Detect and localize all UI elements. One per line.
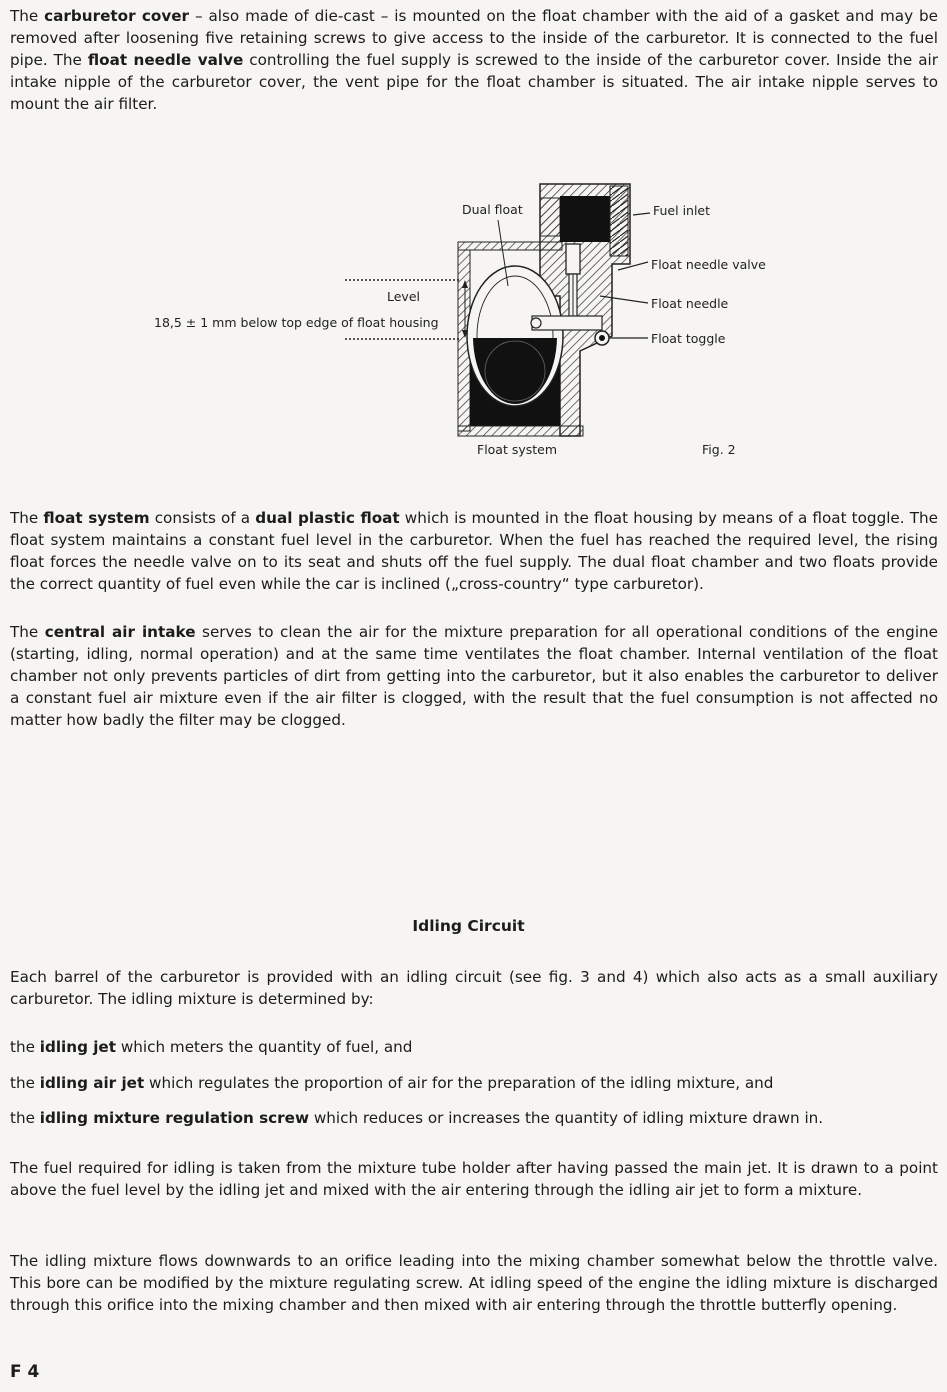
list-item-mixture-screw: the idling mixture regulation screw which reduces or increases the quantity of idling mixture drawn in.: [10, 1109, 824, 1127]
list-item-idling-jet: the idling jet which meters the quantity of fuel, and: [10, 1038, 413, 1056]
label-dual-float: Dual float: [462, 202, 523, 217]
paragraph-idling-fuel: The fuel required for idling is taken from the mixture tube holder after having passed the main jet. It is drawn to a point above the fuel level by the idling jet and mixed with the air entering through the idling air jet to form a mixture.: [10, 1159, 938, 1199]
figure-caption: Float system: [477, 442, 558, 457]
paragraph-carburetor-cover: The carburetor cover – also made of die-cast – is mounted on the float chamber with the aid of a gasket and may be removed after loosening five retaining screws to give access to the inside of the carburetor. It is connected to the fuel pipe. The float needle valve controlling the fuel supply is screwed to the inside of the carburetor cover. Inside the air intake nipple of the carburetor cover, the vent pipe for the float chamber is situated. The air intake nipple serves to mount the air filter.: [10, 7, 938, 113]
page-number: F 4: [10, 1362, 40, 1382]
label-fuel-inlet: Fuel inlet: [653, 203, 711, 218]
paragraph-central-air-intake: The central air intake serves to clean the air for the mixture preparation for all operational conditions of the engine (starting, idling, normal operation) and at the same time ventilates the float chamber. Internal ventilation of the float chamber not only prevents particles of dirt from getting into the carburetor, but it also enables the carburetor to deliver a constant fuel air mixture even if the air filter is clogged, with the result that the fuel consumption is not affected no matter how badly the filter may be clogged.: [10, 623, 939, 729]
paragraph-idling-mixture-flow: The idling mixture flows downwards to an orifice leading into the mixing chamber somewhat below the throttle valve. This bore can be modified by the mixture regulating screw. At idling speed of the engine the idling mixture is discharged through this orifice into the mixing chamber and then mixed with air entering through the throttle butterfly opening.: [10, 1252, 938, 1314]
label-float-needle-valve: Float needle valve: [651, 257, 766, 272]
list-item-idling-air-jet: the idling air jet which regulates the proportion of air for the preparation of the idling mixture, and: [10, 1074, 774, 1092]
paragraph-float-system: The float system consists of a dual plastic float which is mounted in the float housing by means of a float toggle. The float system maintains a constant fuel level in the carburetor. When the fuel has reached the required level, the rising float forces the needle valve on to its seat and shuts off the fuel supply. The dual float chamber and two floats provide the correct quantity of fuel even while the car is inclined („cross-country“ type carburetor).: [10, 509, 938, 593]
figure-number: Fig. 2: [702, 442, 736, 457]
label-level: Level: [387, 289, 420, 304]
label-float-toggle: Float toggle: [651, 331, 726, 346]
label-float-needle: Float needle: [651, 296, 729, 311]
label-level-spec: 18,5 ± 1 mm below top edge of float housing: [154, 315, 439, 330]
section-heading-idling-circuit: Idling Circuit: [412, 917, 525, 935]
float-system-figure: [140, 176, 780, 466]
paragraph-idling-intro: Each barrel of the carburetor is provided with an idling circuit (see fig. 3 and 4) which also acts as a small auxiliary carburetor. The idling mixture is determined by:: [10, 968, 938, 1008]
